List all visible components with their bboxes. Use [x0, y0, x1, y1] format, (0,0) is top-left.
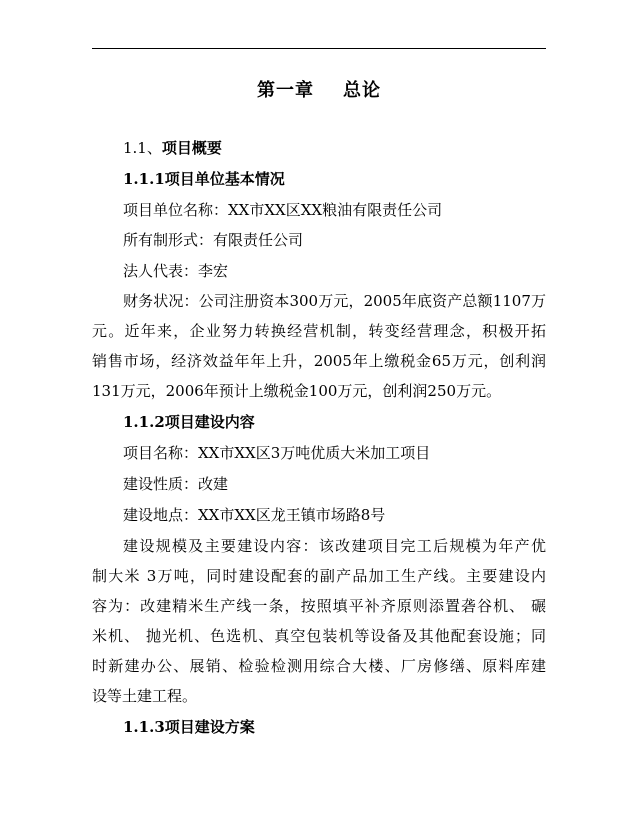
section-title: 项目概要 [161, 139, 222, 157]
paragraph-line: 财务状况：公司注册资本300万元，2005年底资产总额1107万 [123, 292, 546, 310]
section-number: 1.1.1 [123, 170, 165, 188]
paragraph-line: 销售市场，经济效益年年上升，2005年上缴税金65万元，创利润 [92, 352, 546, 370]
paragraph-line: 设等土建工程。 [92, 687, 198, 705]
paragraph-line: 131万元，2006年预计上缴税金100万元，创利润250万元。 [92, 382, 502, 400]
paragraph-line: 米机、 抛光机、色选机、真空包装机等设备及其他配套设施；同 [92, 627, 546, 645]
paragraph-line: 项目单位名称：XX市XX区XX粮油有限责任公司 [123, 201, 443, 219]
paragraph-line: 建设地点：XX市XX区龙王镇市场路8号 [123, 506, 386, 524]
paragraph-line: 容为：改建精米生产线一条，按照填平补齐原则添置砻谷机、 碾 [92, 597, 546, 615]
paragraph-line: 建设性质：改建 [123, 475, 229, 493]
section-title: 项目单位基本情况 [164, 170, 285, 188]
section-heading-1-1 [92, 138, 577, 158]
section-number: 1.1、 [123, 139, 162, 157]
paragraph-line: 建设规模及主要建设内容：该改建项目完工后规模为年产优 [123, 537, 546, 555]
paragraph-line: 制大米 3万吨，同时建设配套的副产品加工生产线。主要建设内 [92, 567, 546, 585]
paragraph-line: 元。近年来，企业努力转换经营机制，转变经营理念，积极开拓 [92, 322, 546, 340]
paragraph-line: 时新建办公、展销、检验检测用综合大楼、厂房修缮、原料库建 [92, 657, 546, 675]
section-title: 项目建设内容 [164, 413, 255, 431]
paragraph-line: 所有制形式：有限责任公司 [123, 231, 304, 249]
section-heading-1-1-3 [92, 717, 577, 737]
section-number: 1.1.2 [123, 413, 165, 431]
paragraph-line: 法人代表：李宏 [123, 262, 229, 280]
section-heading-1-1-2 [92, 412, 577, 432]
section-title: 项目建设方案 [164, 718, 255, 736]
paragraph-line: 项目名称：XX市XX区3万吨优质大米加工项目 [123, 444, 431, 462]
chapter-title: 第一章 总论 [256, 80, 382, 101]
section-heading-1-1-1 [92, 169, 577, 189]
header-rule [92, 48, 546, 49]
section-number: 1.1.3 [123, 718, 165, 736]
